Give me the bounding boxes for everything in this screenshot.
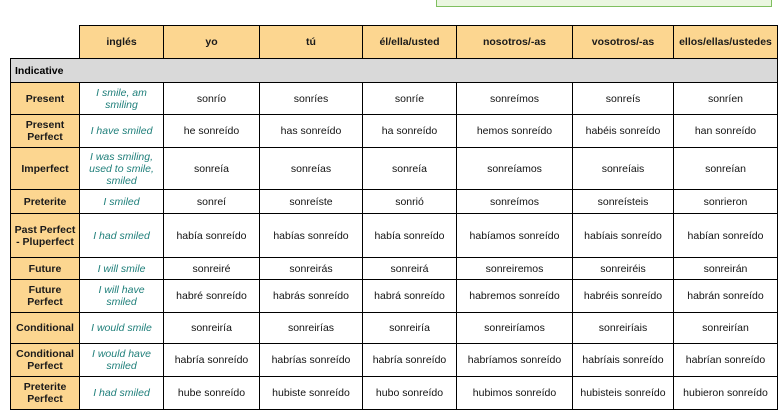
table-row <box>11 258 778 280</box>
conjugation-cell: habremos sonreído <box>457 280 573 313</box>
conjugation-cell: sonreíais <box>573 148 674 190</box>
tense-label: Conditional <box>11 313 80 344</box>
conjugation-cell: habríais sonreído <box>573 344 674 377</box>
conjugation-cell: sonreirías <box>260 313 363 344</box>
conjugation-cell: sonreían <box>674 148 778 190</box>
conjugation-cell: sonreímos <box>457 83 573 115</box>
conjugation-cell: sonreías <box>260 148 363 190</box>
conjugation-cell: sonreirás <box>260 258 363 280</box>
conjugation-cell: habrán sonreído <box>674 280 778 313</box>
tense-label: Present <box>11 83 80 115</box>
conjugation-cell: habréis sonreído <box>573 280 674 313</box>
english-translation: I had smiled <box>80 377 164 410</box>
corner-cell <box>11 26 80 59</box>
tense-label: Future Perfect <box>11 280 80 313</box>
english-translation: I will smile <box>80 258 164 280</box>
header-ingles: inglés <box>80 26 164 59</box>
conjugation-cell: había sonreído <box>164 214 260 258</box>
conjugation-cell: habrá sonreído <box>363 280 457 313</box>
table-row <box>11 83 778 115</box>
header-yo: yo <box>164 26 260 59</box>
conjugation-cell: habían sonreído <box>674 214 778 258</box>
conjugation-cell: sonreiremos <box>457 258 573 280</box>
conjugation-cell: sonreirían <box>674 313 778 344</box>
conjugation-cell: han sonreído <box>674 115 778 148</box>
tense-label: Preterite Perfect <box>11 377 80 410</box>
english-translation: I would smile <box>80 313 164 344</box>
conjugation-cell: sonreíamos <box>457 148 573 190</box>
top-green-box <box>436 0 772 7</box>
conjugation-cell: sonreirá <box>363 258 457 280</box>
conjugation-cell: sonrieron <box>674 190 778 214</box>
conjugation-cell: había sonreído <box>363 214 457 258</box>
table-row <box>11 377 778 410</box>
conjugation-cell: habíamos sonreído <box>457 214 573 258</box>
table-row <box>11 214 778 258</box>
tense-label: Conditional Perfect <box>11 344 80 377</box>
conjugation-cell: habéis sonreído <box>573 115 674 148</box>
conjugation-cell: he sonreído <box>164 115 260 148</box>
table-row <box>11 115 778 148</box>
header-tu: tú <box>260 26 363 59</box>
conjugation-cell: sonreísteis <box>573 190 674 214</box>
english-translation: I have smiled <box>80 115 164 148</box>
conjugation-cell: habré sonreído <box>164 280 260 313</box>
conjugation-cell: habrían sonreído <box>674 344 778 377</box>
conjugation-cell: sonreiríamos <box>457 313 573 344</box>
section-row <box>11 59 778 83</box>
table-body <box>11 59 778 410</box>
section-indicative: Indicative <box>11 59 778 83</box>
conjugation-cell: hubo sonreído <box>363 377 457 410</box>
header-vosotros: vosotros/-as <box>573 26 674 59</box>
conjugation-cell: hubisteis sonreído <box>573 377 674 410</box>
conjugation-cell: sonreía <box>363 148 457 190</box>
conjugation-cell: sonreiría <box>363 313 457 344</box>
table-row <box>11 344 778 377</box>
conjugation-cell: hubimos sonreído <box>457 377 573 410</box>
conjugation-cell: sonrío <box>164 83 260 115</box>
conjugation-cell: sonreís <box>573 83 674 115</box>
conjugation-cell: sonreirán <box>674 258 778 280</box>
header-ellos-ellas-ustedes: ellos/ellas/ustedes <box>674 26 778 59</box>
conjugation-cell: sonreí <box>164 190 260 214</box>
header-nosotros: nosotros/-as <box>457 26 573 59</box>
english-translation: I will have smiled <box>80 280 164 313</box>
conjugation-cell: sonríe <box>363 83 457 115</box>
conjugation-cell: habría sonreído <box>363 344 457 377</box>
conjugation-cell: ha sonreído <box>363 115 457 148</box>
english-translation: I smile, am smiling <box>80 83 164 115</box>
table-row <box>11 313 778 344</box>
table-row <box>11 148 778 190</box>
conjugation-cell: hubiste sonreído <box>260 377 363 410</box>
conjugation-cell: sonreiríais <box>573 313 674 344</box>
conjugation-cell: sonríen <box>674 83 778 115</box>
tense-label: Future <box>11 258 80 280</box>
conjugation-cell: sonreiré <box>164 258 260 280</box>
conjugation-cell: habrías sonreído <box>260 344 363 377</box>
conjugation-cell: sonreímos <box>457 190 573 214</box>
conjugation-cell: sonreía <box>164 148 260 190</box>
conjugation-cell: sonríes <box>260 83 363 115</box>
conjugation-cell: hubieron sonreído <box>674 377 778 410</box>
english-translation: I had smiled <box>80 214 164 258</box>
table-row <box>11 280 778 313</box>
conjugation-cell: hube sonreído <box>164 377 260 410</box>
conjugation-cell: hemos sonreído <box>457 115 573 148</box>
english-translation: I would have smiled <box>80 344 164 377</box>
english-translation: I was smiling, used to smile, smiled <box>80 148 164 190</box>
conjugation-cell: has sonreído <box>260 115 363 148</box>
conjugation-cell: sonreíste <box>260 190 363 214</box>
conjugation-cell: sonreiría <box>164 313 260 344</box>
conjugation-cell: sonrió <box>363 190 457 214</box>
tense-label: Imperfect <box>11 148 80 190</box>
header-el-ella-usted: él/ella/usted <box>363 26 457 59</box>
tense-label: Preterite <box>11 190 80 214</box>
tense-label: Present Perfect <box>11 115 80 148</box>
english-translation: I smiled <box>80 190 164 214</box>
table-row <box>11 190 778 214</box>
conjugation-cell: sonreiréis <box>573 258 674 280</box>
conjugation-cell: habías sonreído <box>260 214 363 258</box>
conjugation-cell: habíais sonreído <box>573 214 674 258</box>
conjugation-cell: habría sonreído <box>164 344 260 377</box>
tense-label: Past Perfect - Pluperfect <box>11 214 80 258</box>
conjugation-cell: habríamos sonreído <box>457 344 573 377</box>
header-row <box>11 26 778 59</box>
conjugation-table <box>10 25 778 410</box>
conjugation-cell: habrás sonreído <box>260 280 363 313</box>
